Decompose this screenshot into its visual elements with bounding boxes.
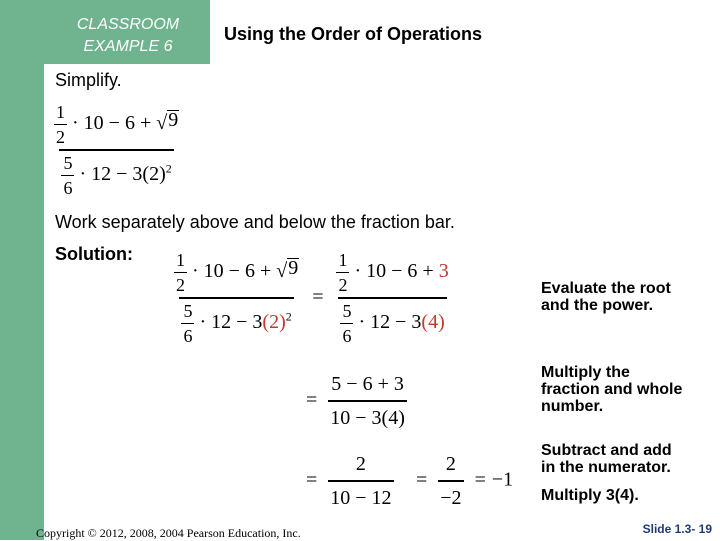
- example-label-line1: CLASSROOM: [76, 16, 180, 33]
- slide-number: Slide 1.3- 19: [642, 522, 712, 536]
- instruction-text: Work separately above and below the fraction bar.: [55, 212, 455, 232]
- step-note-1: Evaluate the root and the power.: [541, 280, 671, 314]
- left-accent-bar: [0, 0, 44, 540]
- solution-label: Solution:: [55, 244, 133, 264]
- step-note-4: Multiply 3(4).: [541, 487, 639, 504]
- step3-equation: = $\frac{2}{10 - 12}$: [300, 448, 394, 514]
- step-note-3: Subtract and add in the numerator.: [541, 442, 672, 476]
- slide-title: Using the Order of Operations: [224, 24, 483, 44]
- example-label-line2: EXAMPLE 6: [83, 38, 173, 55]
- intro-text: Simplify.: [55, 70, 122, 90]
- copyright: Copyright © 2012, 2008, 2004 Pearson Education, Inc.: [36, 526, 301, 540]
- step2-equation: = $\frac{5 - 6 + 3}{10 - 3(4)}$: [300, 368, 407, 434]
- original-expression: $\frac{1}{2}$ · 10 − 6 + √ 9 $\frac{5}{6}$ · $12 - 3(2)^2$: [56, 102, 179, 198]
- step-note-2: Multiply the fraction and whole number.: [541, 364, 683, 415]
- step4-equation: = $\frac{2}{-2}$ = −1: [410, 448, 513, 514]
- step1-equation: $\frac{1}{2}$ · 10 − 6 + √ 9 $\frac{5}{6}$ · $12 - 3(2)^2$ = $\frac{1}{2}$ · 10 − 6 + 3 $\frac{5}{6}$ · 12 − 3(4): [176, 250, 449, 346]
- example-label: [48, 14, 208, 58]
